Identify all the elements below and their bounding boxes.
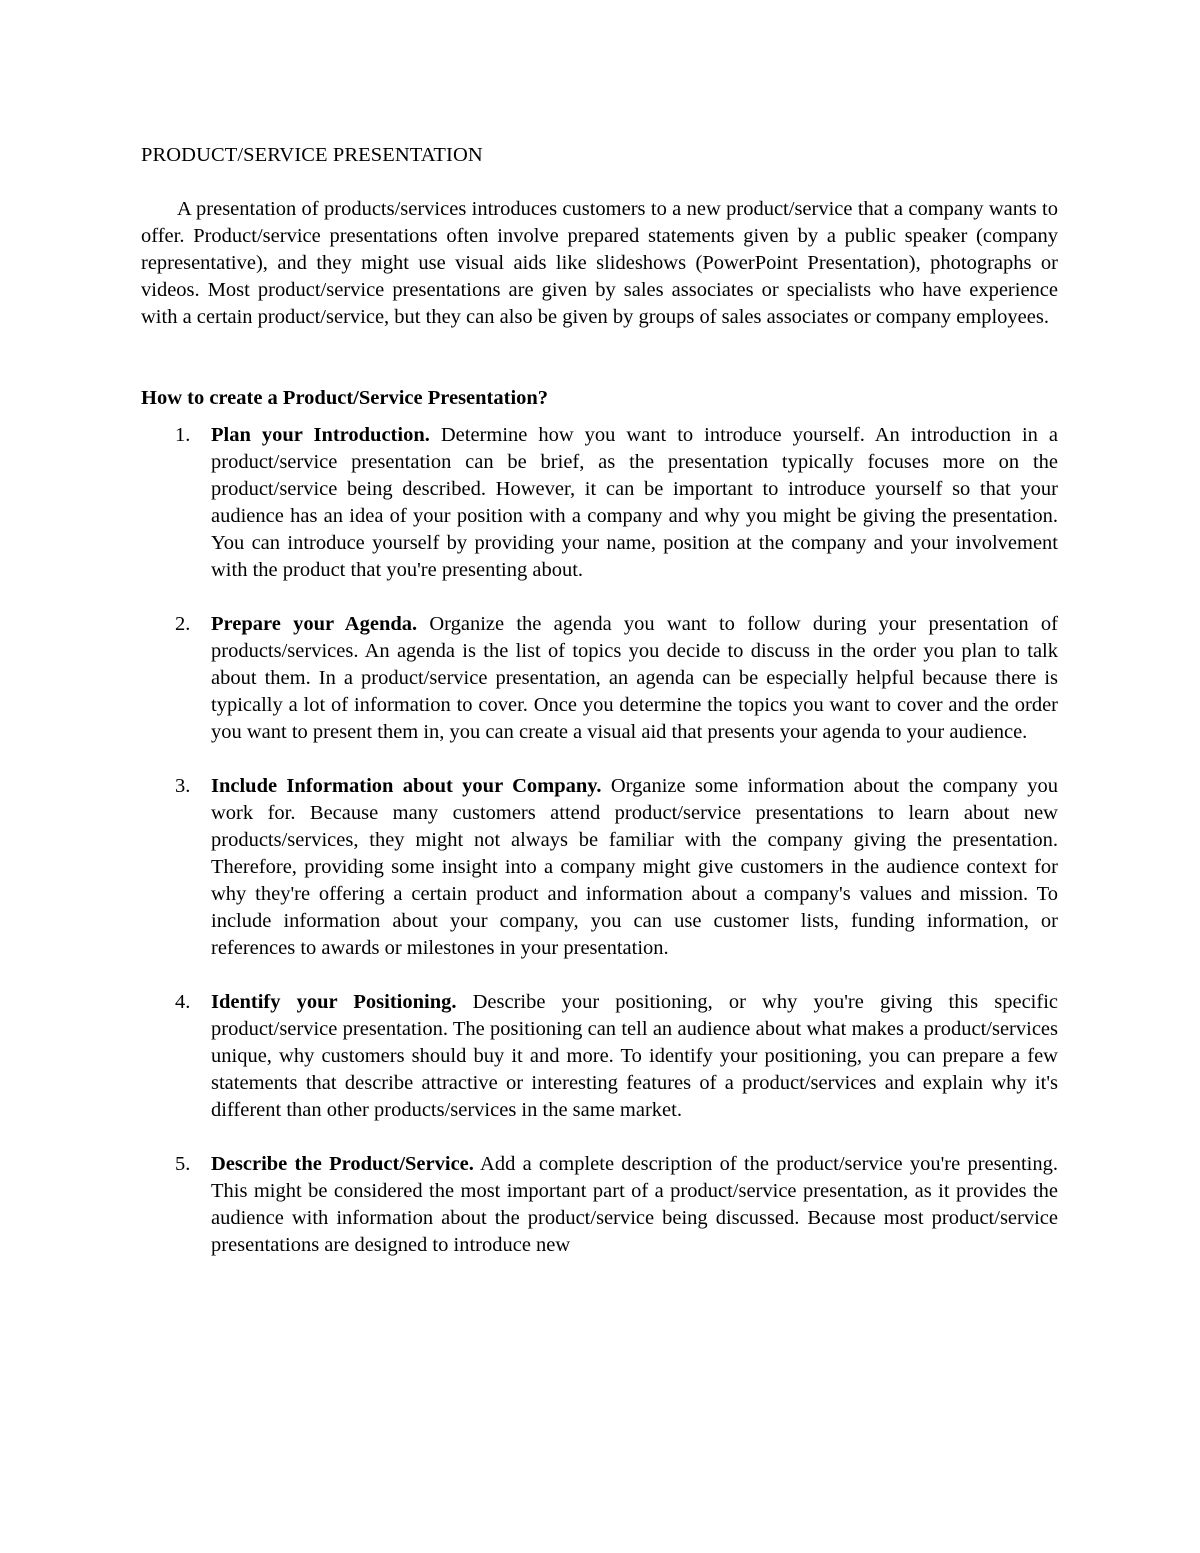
step-item [141,1151,1058,1259]
intro-paragraph: A presentation of products/services introduces customers to a new product/service that a company wants to offer. Product/service presentations often involve prepared statements given by a public speaker (company representative), and they might use visual aids like slideshows (PowerPoint Presentation), photographs or videos. Most product/service presentations are given by sales associates or specialists who have experience with a certain product/service, but they can also be given by groups of sales associates or company employees. [141,198,1058,328]
step-item [141,989,1058,1124]
step-title: Include Information about your Company. [211,775,602,797]
step-number: 3. [175,775,191,797]
step-body: Organize some information about the company you work for. Because many customers attend product/service presentations to learn about new products/services, they might not always be familiar with the company giving the presentation. Therefore, providing some insight into a company might give customers in the audience context for why they're offering a certain product and information about a company's values and mission. To include information about your company, you can use customer lists, funding information, or references to awards or milestones in your presentation. [211,775,1058,959]
step-number: 4. [175,991,191,1013]
step-title: Describe the Product/Service. [211,1153,474,1175]
step-number: 5. [175,1153,191,1175]
section-heading: How to create a Product/Service Presentation? [141,387,549,409]
step-number: 2. [175,613,191,635]
document-page [141,142,1058,1286]
step-title: Plan your Introduction. [211,424,430,446]
step-title: Prepare your Agenda. [211,613,418,635]
step-item [141,611,1058,746]
step-body: Describe your positioning, or why you're giving this specific product/service presentation. The positioning can tell an audience about what makes a product/services unique, why customers should buy it and more. To identify your positioning, you can prepare a few statements that describe attractive or interesting features of a product/services and explain why it's different than other products/services in the same market. [211,991,1058,1121]
step-item [141,422,1058,584]
steps-list [141,422,1058,1259]
step-body: Determine how you want to introduce yourself. An introduction in a product/service presentation can be brief, as the presentation typically focuses more on the product/service being described. However, it can be important to introduce yourself so that your audience has an idea of your position with a company and why you might be giving the presentation. You can introduce yourself by providing your name, position at the company and your involvement with the product that you're presenting about. [211,424,1058,581]
step-body: Add a complete description of the product/service you're presenting. This might be considered the most important part of a product/service presentation, as it provides the audience with information about the product/service being discussed. Because most product/service presentations are designed to introduce new [211,1153,1058,1256]
step-item [141,773,1058,962]
step-title: Identify your Positioning. [211,991,457,1013]
document-title: PRODUCT/SERVICE PRESENTATION [141,144,483,166]
step-number: 1. [175,424,191,446]
step-body: Organize the agenda you want to follow during your presentation of products/services. An agenda is the list of topics you decide to discuss in the order you plan to talk about them. In a product/service presentation, an agenda can be especially helpful because there is typically a lot of information to cover. Once you determine the topics you want to cover and the order you want to present them in, you can create a visual aid that presents your agenda to your audience. [211,613,1058,743]
